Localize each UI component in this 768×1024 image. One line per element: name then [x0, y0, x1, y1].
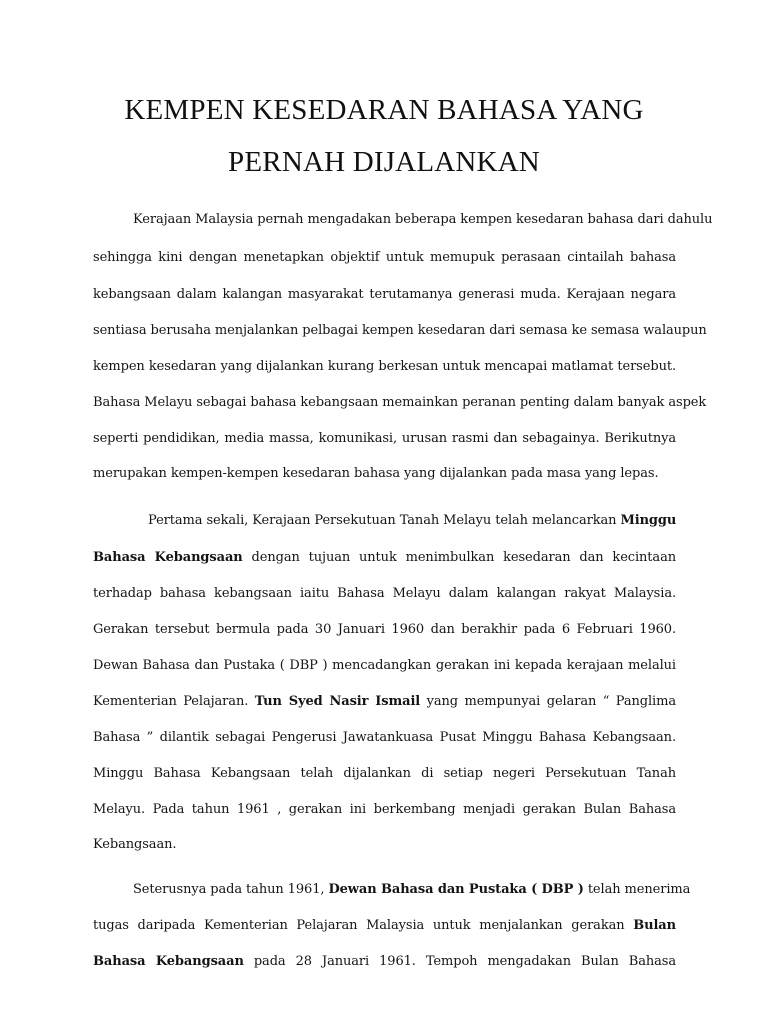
text-run: tugas daripada Kementerian Pelajaran Malaysia untuk menjalankan gerakan: [93, 918, 625, 933]
document-title-line-1: KEMPEN KESEDARAN BAHASA YANG: [124, 94, 644, 126]
text-run: pada 28 Januari 1961. Tempoh mengadakan Bulan Bahasa: [253, 954, 676, 969]
text-line: Dewan Bahasa dan Pustaka ( DBP ) mencadangkan gerakan ini kepada kerajaan melalui: [93, 658, 676, 673]
text-line: kempen kesedaran yang dijalankan kurang berkesan untuk mencapai matlamat tersebut.: [93, 359, 676, 374]
emphasis-dbp: Dewan Bahasa dan Pustaka ( DBP ): [328, 882, 584, 897]
text-run: Seterusnya pada tahun 1961,: [133, 882, 325, 897]
text-line: kebangsaan dalam kalangan masyarakat terutamanya generasi muda. Kerajaan negara: [93, 287, 676, 302]
text-run: Pertama sekali, Kerajaan Persekutuan Tanah Melayu telah melancarkan: [148, 513, 617, 528]
text-run: Kementerian Pelajaran.: [93, 694, 249, 709]
emphasis-bahasa-kebangsaan-2: Bahasa Kebangsaan: [93, 954, 244, 969]
text-line: Minggu Bahasa Kebangsaan telah dijalankan di setiap negeri Persekutuan Tanah: [93, 766, 676, 781]
text-line: [93, 952, 676, 972]
text-line: terhadap bahasa kebangsaan iaitu Bahasa Melayu dalam kalangan rakyat Malaysia.: [93, 586, 676, 601]
text-run: dengan tujuan untuk menimbulkan kesedaran dan kecintaan: [251, 550, 676, 565]
text-line: [133, 880, 691, 900]
emphasis-bulan: Bulan: [633, 918, 676, 933]
text-line: Bahasa ” dilantik sebagai Pengerusi Jawatankuasa Pusat Minggu Bahasa Kebangsaan.: [93, 730, 676, 745]
text-run: yang mempunyai gelaran “ Panglima: [426, 694, 676, 709]
text-line: Gerakan tersebut bermula pada 30 Januari 1960 dan berakhir pada 6 Februari 1960.: [93, 622, 676, 637]
text-line: sehingga kini dengan menetapkan objektif untuk memupuk perasaan cintailah bahasa: [93, 250, 676, 265]
text-line: seperti pendidikan, media massa, komunikasi, urusan rasmi dan sebagainya. Berikutnya: [93, 431, 676, 446]
text-line: sentiasa berusaha menjalankan pelbagai kempen kesedaran dari semasa ke semasa walaupun: [93, 323, 707, 338]
emphasis-minggu: Minggu: [620, 513, 677, 528]
emphasis-bahasa-kebangsaan: Bahasa Kebangsaan: [93, 550, 243, 565]
text-line: Melayu. Pada tahun 1961 , gerakan ini berkembang menjadi gerakan Bulan Bahasa: [93, 802, 676, 817]
text-line: [93, 916, 676, 936]
document-title-line-2: PERNAH DIJALANKAN: [228, 146, 540, 178]
text-line: Kerajaan Malaysia pernah mengadakan beberapa kempen kesedaran bahasa dari dahulu: [133, 212, 713, 227]
text-line: [148, 511, 676, 531]
emphasis-tun-syed-nasir: Tun Syed Nasir Ismail: [254, 694, 421, 709]
text-line: Kebangsaan.: [93, 837, 177, 852]
text-line: [93, 692, 676, 712]
text-run: telah menerima: [587, 882, 691, 897]
text-line: merupakan kempen-kempen kesedaran bahasa yang dijalankan pada masa yang lepas.: [93, 466, 659, 481]
text-line: [93, 548, 676, 568]
text-line: Bahasa Melayu sebagai bahasa kebangsaan memainkan peranan penting dalam banyak aspek: [93, 395, 707, 410]
